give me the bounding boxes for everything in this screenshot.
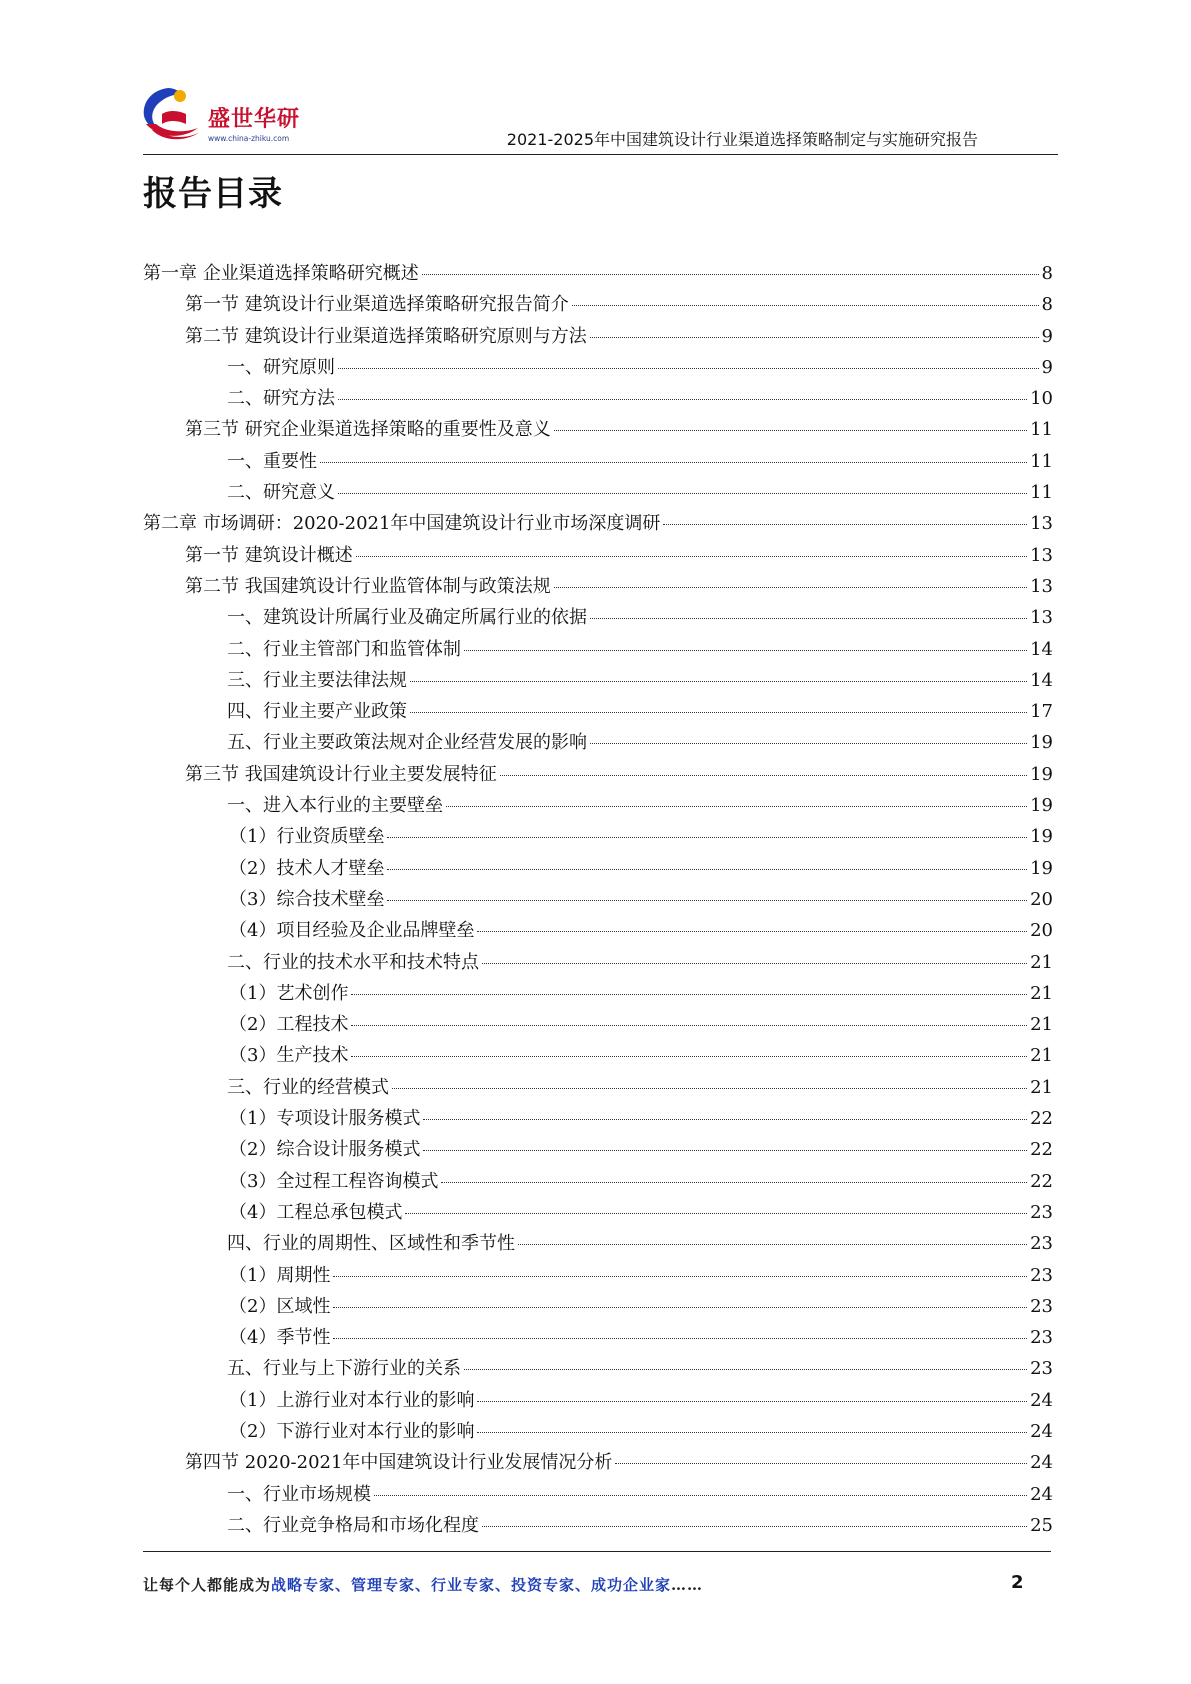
toc-dot-leader [482,963,1027,964]
toc-entry[interactable] [143,666,1053,697]
toc-dot-leader [387,869,1027,870]
toc-entry[interactable] [143,1073,1053,1104]
toc-dot-leader [387,837,1027,838]
toc-entry-text: （3）生产技术 [229,1045,349,1067]
toc-entry-page: 21 [1030,951,1053,973]
toc-entry-page: 11 [1030,450,1053,472]
toc-dot-leader [338,368,1039,369]
toc-dot-leader [392,1088,1027,1089]
toc-dot-leader [410,712,1027,713]
toc-entry[interactable] [143,259,1053,290]
toc-dot-leader [482,1526,1027,1527]
footer-slogan [143,1574,703,1595]
toc-dot-leader [500,775,1027,776]
toc-dot-leader [338,399,1027,400]
toc-entry-page: 19 [1030,732,1053,754]
toc-entry-text: （1）艺术创作 [229,982,349,1004]
toc-entry-text: 第二节 建筑设计行业渠道选择策略研究原则与方法 [185,325,587,347]
footer-divider [143,1551,1051,1552]
toc-dot-leader [423,1150,1027,1151]
toc-dot-leader [423,1119,1027,1120]
toc-dot-leader [374,1495,1027,1496]
toc-dot-leader [663,524,1027,525]
toc-entry-text: （3）全过程工程咨询模式 [229,1170,439,1192]
toc-dot-leader [554,430,1027,431]
logo-name: 盛世华研 [208,107,301,132]
toc-entry-text: （2）综合设计服务模式 [229,1139,421,1161]
toc-entry[interactable] [143,1323,1053,1354]
toc-dot-leader [590,337,1039,338]
toc-dot-leader [387,900,1027,901]
toc-entry-text: （1）周期性 [229,1264,331,1286]
toc-entry[interactable] [143,603,1053,634]
toc-entry-page: 13 [1030,544,1053,566]
toc-entry-text: 第一节 建筑设计行业渠道选择策略研究报告简介 [185,294,569,316]
toc-dot-leader [554,587,1027,588]
toc-entry[interactable] [143,322,1053,353]
toc-entry[interactable] [143,1010,1053,1041]
logo-url: www.china-zhiku.com [208,134,290,143]
toc-entry-page: 10 [1030,388,1053,410]
toc-entry[interactable] [143,1104,1053,1135]
toc-entry[interactable] [143,791,1053,822]
toc-entry[interactable] [143,572,1053,603]
toc-dot-leader [477,931,1027,932]
toc-entry[interactable] [143,979,1053,1010]
toc-entry-page: 23 [1030,1327,1053,1349]
toc-entry[interactable] [143,1261,1053,1292]
toc-entry-text: （2）技术人才壁垒 [229,857,385,879]
toc-entry-text: 一、重要性 [227,450,317,472]
toc-entry[interactable] [143,384,1053,415]
toc-entry-page: 14 [1030,669,1053,691]
toc-dot-leader [464,1369,1027,1370]
toc-entry[interactable] [143,760,1053,791]
toc-entry-page: 20 [1030,888,1053,910]
toc-entry-text: 一、进入本行业的主要壁垒 [227,795,443,817]
toc-entry[interactable] [143,509,1053,540]
toc-entry-text: 三、行业主要法律法规 [227,669,407,691]
toc-entry-text: 五、行业与上下游行业的关系 [227,1358,461,1380]
page-number: 2 [1011,1572,1024,1593]
toc-entry[interactable] [143,1198,1053,1229]
toc-entry-page: 9 [1041,356,1053,378]
toc-entry-text: 二、研究方法 [227,388,335,410]
toc-dot-leader [356,556,1027,557]
toc-entry-page: 24 [1030,1452,1053,1474]
toc-entry-text: （2）区域性 [229,1295,331,1317]
toc-entry-text: （1）上游行业对本行业的影响 [229,1389,475,1411]
toc-entry-text: （2）工程技术 [229,1014,349,1036]
slogan-suffix: …… [671,1576,704,1594]
toc-entry-text: 一、行业市场规模 [227,1483,371,1505]
toc-entry-text: 第一节 建筑设计概述 [185,544,353,566]
toc-entry-text: 第二章 市场调研：2020-2021年中国建筑设计行业市场深度调研 [143,513,661,535]
toc-dot-leader [590,743,1027,744]
logo-emblem-icon [138,84,208,146]
toc-entry-page: 23 [1030,1201,1053,1223]
toc-entry[interactable] [143,1135,1053,1166]
toc-entry-text: 五、行业主要政策法规对企业经营发展的影响 [227,732,587,754]
toc-dot-leader [333,1338,1027,1339]
toc-entry-page: 8 [1041,294,1053,316]
toc-dot-leader [333,1307,1027,1308]
toc-entry[interactable] [143,1386,1053,1417]
toc-entry-page: 17 [1030,701,1053,723]
toc-entry-text: （2）下游行业对本行业的影响 [229,1420,475,1442]
toc-entry[interactable] [143,728,1053,759]
toc-entry[interactable] [143,415,1053,446]
toc-dot-leader [518,1244,1027,1245]
toc-entry-text: 一、建筑设计所属行业及确定所属行业的依据 [227,607,587,629]
toc-entry-text: 第三节 研究企业渠道选择策略的重要性及意义 [185,419,551,441]
toc-dot-leader [477,1432,1027,1433]
toc-entry[interactable] [143,1229,1053,1260]
toc-dot-leader [405,1213,1027,1214]
toc-entry-text: 一、研究原则 [227,356,335,378]
toc-entry-page: 21 [1030,1045,1053,1067]
toc-entry-page: 24 [1030,1420,1053,1442]
toc-dot-leader [410,681,1027,682]
toc-entry-text: 四、行业主要产业政策 [227,701,407,723]
toc-entry[interactable] [143,353,1053,384]
toc-entry[interactable] [143,1041,1053,1072]
toc-entry[interactable] [143,1448,1053,1479]
toc-dot-leader [351,994,1027,995]
toc-entry-text: （1）行业资质壁垒 [229,826,385,848]
toc-entry[interactable] [143,541,1053,572]
toc-dot-leader [441,1182,1027,1183]
company-logo [138,84,318,148]
toc-entry-text: 二、行业竞争格局和市场化程度 [227,1514,479,1536]
toc-entry-text: （4）项目经验及企业品牌壁垒 [229,920,475,942]
toc-entry[interactable] [143,822,1053,853]
toc-entry-page: 21 [1030,1076,1053,1098]
toc-entry[interactable] [143,916,1053,947]
toc-dot-leader [351,1056,1027,1057]
toc-dot-leader [320,462,1027,463]
report-title: 2021-2025年中国建筑设计行业渠道选择策略制定与实施研究报告 [506,130,978,149]
toc-entry-page: 23 [1030,1233,1053,1255]
toc-entry-page: 24 [1030,1389,1053,1411]
toc-entry[interactable] [143,635,1053,666]
toc-dot-leader [464,650,1027,651]
toc-entry[interactable] [143,1417,1053,1448]
toc-entry-page: 23 [1030,1264,1053,1286]
toc-entry-text: 第四节 2020-2021年中国建筑设计行业发展情况分析 [185,1452,613,1474]
toc-entry-page: 19 [1030,857,1053,879]
table-of-contents [143,259,1053,1542]
toc-entry-page: 14 [1030,638,1053,660]
toc-entry-page: 11 [1030,482,1053,504]
toc-entry[interactable] [143,948,1053,979]
toc-entry-page: 25 [1030,1514,1053,1536]
toc-dot-leader [338,493,1027,494]
toc-entry-page: 11 [1030,419,1053,441]
toc-entry-page: 22 [1030,1170,1053,1192]
toc-entry-text: 四、行业的周期性、区域性和季节性 [227,1233,515,1255]
toc-entry[interactable] [143,1292,1053,1323]
toc-dot-leader [477,1401,1027,1402]
toc-entry-text: 二、行业主管部门和监管体制 [227,638,461,660]
toc-entry[interactable] [143,1354,1053,1385]
toc-entry-page: 23 [1030,1295,1053,1317]
page-title: 报告目录 [143,174,283,214]
toc-entry[interactable] [143,447,1053,478]
toc-entry[interactable] [143,854,1053,885]
toc-entry-text: 第一章 企业渠道选择策略研究概述 [143,263,419,284]
toc-entry-text: （4）工程总承包模式 [229,1201,403,1223]
toc-entry-page: 19 [1030,826,1053,848]
toc-dot-leader [446,806,1027,807]
toc-dot-leader [590,618,1027,619]
toc-entry-page: 22 [1030,1108,1053,1130]
toc-dot-leader [351,1025,1027,1026]
toc-entry[interactable] [143,1480,1053,1511]
toc-entry[interactable] [143,478,1053,509]
toc-entry-page: 23 [1030,1358,1053,1380]
toc-entry-page: 21 [1030,1014,1053,1036]
toc-dot-leader [422,274,1039,275]
toc-entry-page: 13 [1030,513,1053,535]
toc-entry-text: （1）专项设计服务模式 [229,1108,421,1130]
toc-entry[interactable] [143,1511,1053,1542]
toc-entry-page: 13 [1030,575,1053,597]
toc-entry-text: 第三节 我国建筑设计行业主要发展特征 [185,763,497,785]
toc-entry[interactable] [143,290,1053,321]
toc-entry[interactable] [143,697,1053,728]
header-divider [143,154,1058,155]
toc-entry-page: 21 [1030,982,1053,1004]
toc-entry-page: 9 [1041,325,1053,347]
toc-entry-page: 19 [1030,795,1053,817]
toc-entry-page: 19 [1030,763,1053,785]
toc-dot-leader [572,305,1039,306]
toc-entry-text: 第二节 我国建筑设计行业监管体制与政策法规 [185,575,551,597]
toc-entry-text: （4）季节性 [229,1327,331,1349]
toc-dot-leader [333,1276,1027,1277]
toc-entry-text: 二、研究意义 [227,482,335,504]
toc-entry-page: 8 [1041,263,1053,284]
toc-entry-text: 二、行业的技术水平和技术特点 [227,951,479,973]
toc-entry[interactable] [143,885,1053,916]
toc-entry-page: 24 [1030,1483,1053,1505]
slogan-highlight: 战略专家、管理专家、行业专家、投资专家、成功企业家 [271,1576,672,1594]
toc-entry-page: 22 [1030,1139,1053,1161]
slogan-prefix: 让每个人都能成为 [143,1576,272,1594]
toc-entry-page: 13 [1030,607,1053,629]
toc-entry-text: （3）综合技术壁垒 [229,888,385,910]
toc-entry-page: 20 [1030,920,1053,942]
toc-dot-leader [615,1463,1027,1464]
toc-entry-text: 三、行业的经营模式 [227,1076,389,1098]
toc-entry[interactable] [143,1167,1053,1198]
